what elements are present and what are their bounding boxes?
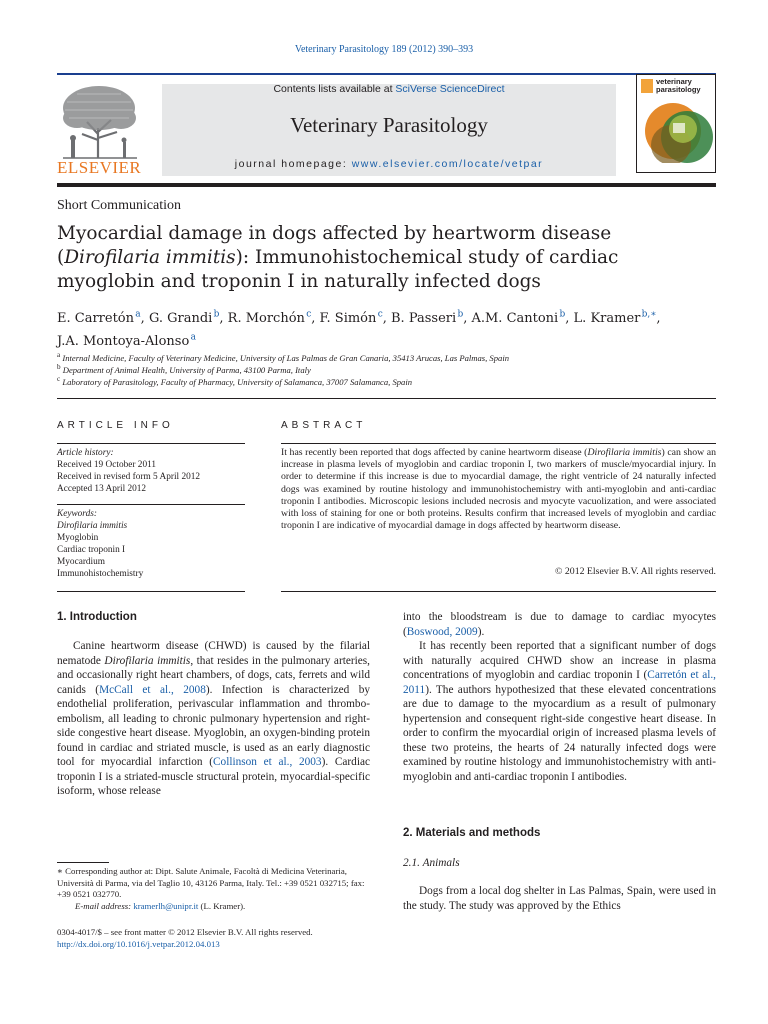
contents-prefix: Contents lists available at <box>273 83 396 95</box>
publisher-name: ELSEVIER <box>57 158 142 177</box>
abstract-text: It has recently been reported that dogs affected by canine heartworm disease (Dirofilaria immitis) can show an increase in plasma levels of myoglobin and cardiac troponin I, two markers of muscle/myocardial injury. In order to determine if this increase is due to myocardial damage, the right ventricle of 24 naturally infected dogs was examined by routine histology and immunohistochemistry with anti-myoglobin and anti-cardiac troponin I antibodies. Microscopic lesions included necrosis and myocyte vacuolization, and were associated with loss of staining for one or both proteins. Results confirm that increased levels of myoglobin and cardiac troponin I are indicative of myocardial damage in dogs affected by heartworm disease. <box>281 447 716 532</box>
methods-heading: 2. Materials and methods <box>403 827 541 839</box>
cover-title-line1: veterinary <box>656 77 692 86</box>
corresponding-author-note: ∗ Corresponding author at: Dipt. Salute Animale, Facoltà di Medicina Veterinaria, Università di Parma, via del Taglio 10, 43126 Parma, Italy. Tel.: +39 0521 032715; fax: +39 0521 032770. E-mail address: kramerlh@unipr.it (L. Kramer). <box>57 866 365 911</box>
title-italic-species: Dirofilaria immitis <box>64 247 236 268</box>
article-type: Short Communication <box>57 198 182 213</box>
keyword: Immunohistochemistry <box>57 569 144 579</box>
cover-title <box>656 78 701 94</box>
cover-corner-mark <box>641 79 653 93</box>
author[interactable]: L. Kramer $^{b,∗}$, <box>573 310 661 327</box>
keyword: Myoglobin <box>57 533 99 543</box>
title-part2: ): Immunohistochemical study of cardiac myoglobin and troponin I in naturally infected dogs <box>57 247 619 292</box>
author[interactable]: R. Morchón $^c$, <box>227 310 320 327</box>
author-list <box>57 306 716 351</box>
article-title <box>57 222 716 294</box>
doi-link[interactable]: http://dx.doi.org/10.1016/j.vetpar.2012.04.013 <box>57 939 220 949</box>
author[interactable]: E. Carretón $^a$, <box>57 310 149 327</box>
revised-date: Received in revised form 5 April 2012 <box>57 472 201 482</box>
animals-paragraph: Dogs from a local dog shelter in Las Palmas, Spain, were used in the study. The study was approved by the Ethics <box>403 885 716 912</box>
cover-title-line2: parasitology <box>656 85 701 94</box>
author[interactable]: J.A. Montoya-Alonso $^a$ <box>57 332 196 349</box>
homepage-link[interactable]: www.elsevier.com/locate/vetpar <box>351 158 544 170</box>
journal-cover-image <box>636 74 716 173</box>
introduction-paragraph: Canine heartworm disease (CHWD) is caused by the filarial nematode Dirofilaria immitis, that resides in the pulmonary arteries, and occasionally right heart chambers, of dogs, cats, ferrets and wild canids (McCall et al., 2008). Infection is characterized by endothelial proliferation, perivascular inflammation and thrombo-embolism, all leading to chronic pulmonary hypertension and right-side congestive heart disease. Myoglobin, an oxygen-binding protein found in cardiac and striated muscle, is used as an early diagnostic tool for myocardial infarction (Collinson et al., 2003). Cardiac troponin I is a striated-muscle structural protein, myocardial-specific isoform, whose release <box>57 640 371 797</box>
title-part1: Myocardial damage in dogs affected by heartworm disease ( <box>57 223 612 268</box>
reference-link[interactable]: Carretón et al., 2011 <box>403 669 717 696</box>
keywords-rule <box>57 504 245 505</box>
footnote-rule <box>57 862 109 863</box>
header-rule <box>57 73 716 75</box>
elsevier-tree-logo <box>57 82 143 162</box>
keyword: Myocardium <box>57 557 106 567</box>
cover-artwork <box>637 97 716 173</box>
journal-name: Veterinary Parasitology <box>290 113 488 137</box>
affiliation: $^c$ Laboratory of Parasitology, Faculty of Pharmacy, University of Salamanca, 37007 Salamanca, Spain <box>57 375 413 387</box>
copyright-line: © 2012 Elsevier B.V. All rights reserved. <box>555 566 716 577</box>
author[interactable]: F. Simón $^c$, <box>319 310 391 327</box>
introduction-heading: 1. Introduction <box>57 611 137 623</box>
affiliation: $^b$ Department of Animal Health, University of Parma, 43100 Parma, Italy <box>57 363 311 375</box>
affiliation-rule <box>57 398 716 399</box>
keywords-label: Keywords: <box>57 509 97 519</box>
contents-line <box>162 83 616 95</box>
homepage-line <box>162 158 616 170</box>
sciencedirect-link[interactable]: SciVerse ScienceDirect <box>395 83 505 95</box>
author[interactable]: B. Passeri $^b$, <box>391 310 472 327</box>
reference-link[interactable]: Collinson et al., 2003 <box>213 756 322 768</box>
article-info-rule <box>57 443 245 444</box>
reference-link[interactable]: Boswood, 2009 <box>406 625 478 638</box>
keyword: Cardiac troponin I <box>57 545 126 555</box>
keyword: Dirofilaria immitis <box>57 521 128 531</box>
article-info-bottom-rule <box>57 591 245 592</box>
article-history <box>57 447 245 495</box>
issn-line: 0304-4017/$ – see front matter © 2012 Elsevier B.V. All rights reserved. <box>57 927 313 937</box>
email-link[interactable]: kramerlh@unipr.it <box>133 900 199 911</box>
abstract-heading: ABSTRACT <box>281 420 367 431</box>
abstract-bottom-rule <box>281 591 716 592</box>
history-label: Article history: <box>57 448 114 458</box>
author[interactable]: G. Grandi $^b$, <box>148 310 228 327</box>
right-column-text: into the bloodstream is due to damage to cardiac myocytes (Boswood, 2009). It has recently been reported that a significant number of dogs with naturally acquired CHWD show an increase in plasma concentrations of myoglobin and cardiac troponin I (Carretón et al., 2011). The authors hypothesized that these elevated concentrations are due to damage to the myocardium as a result of pulmonary hypertension and consequent right-side congestive heart disease. In order to confirm the myocardial origin of increased plasma levels of these two proteins, the hearts of 24 naturally infected dogs were examined by routine histology and immunohistochemistry with anti-myoglobin and anti-cardiac troponin I antibodies. <box>403 611 717 783</box>
accepted-date: Accepted 13 April 2012 <box>57 484 147 494</box>
author[interactable]: A.M. Cantoni $^b$, <box>471 310 574 327</box>
journal-banner <box>162 84 616 176</box>
homepage-prefix: journal homepage: <box>234 158 352 170</box>
reference-link[interactable]: McCall et al., 2008 <box>99 683 206 696</box>
header-bottom-rule <box>57 183 716 187</box>
received-date: Received 19 October 2011 <box>57 460 157 470</box>
journal-citation[interactable]: Veterinary Parasitology 189 (2012) 390–393 <box>294 44 474 55</box>
article-info-heading: ARTICLE INFO <box>57 420 174 431</box>
animals-subheading: 2.1. Animals <box>403 857 460 869</box>
keywords-block <box>57 508 245 580</box>
affiliation: $^a$ Internal Medicine, Faculty of Veterinary Medicine, University of Las Palmas de Gran Canaria, 35413 Arucas, Las Palmas, Spain <box>57 351 510 363</box>
abstract-rule <box>281 443 716 444</box>
